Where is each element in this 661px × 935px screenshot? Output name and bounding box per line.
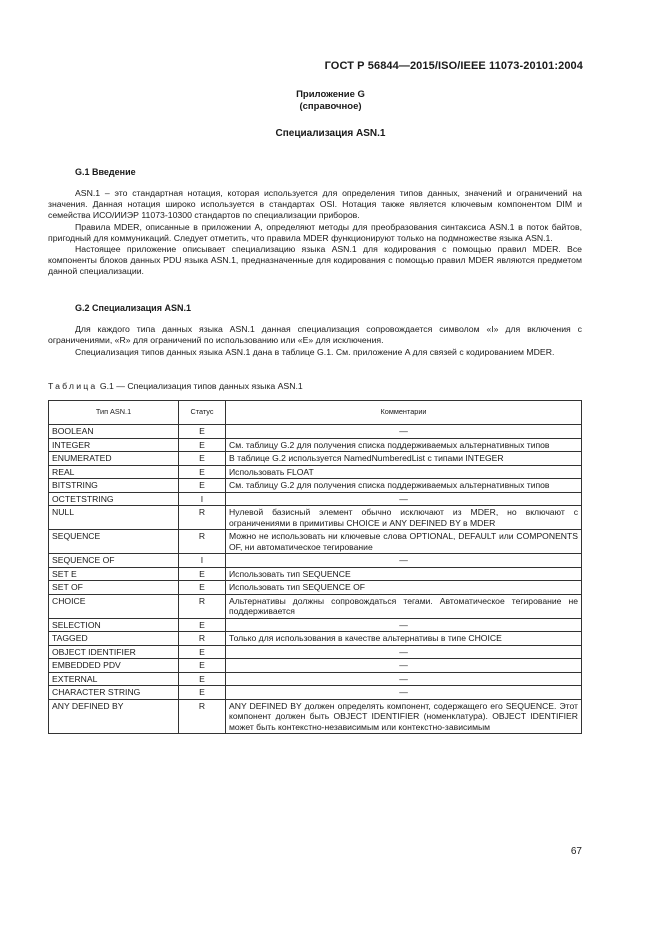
cell-type: SEQUENCE [49,530,179,554]
cell-status: E [179,425,226,439]
table-row [49,618,582,632]
table-row [49,530,582,554]
column-header-comments: Комментарии [226,401,582,425]
cell-comment: — [226,554,582,568]
section-introduction [48,167,582,278]
cell-status: E [179,686,226,700]
cell-type: INTEGER [49,438,179,452]
table-row [49,425,582,439]
cell-type: CHOICE [49,594,179,618]
table-body [49,425,582,734]
cell-comment: Использовать FLOAT [226,465,582,479]
page-number: 67 [570,846,582,857]
table-row [49,465,582,479]
table-row [49,492,582,506]
table-row [49,699,582,734]
cell-comment: ANY DEFINED BY должен определять компонент, содержащего его SEQUENCE. Этот компонент должен быть OBJECT IDENTIFIER (номенклатура). OBJECT IDENTIFIER может быть контекстно-независимым или контекстно-зависимым [226,699,582,734]
cell-type: SET E [49,567,179,581]
cell-type: NULL [49,506,179,530]
cell-comment: Нулевой базисный элемент обычно исключают из MDER, но включают с ограничениями в примитивы CHOICE и ANY DEFINED BY в MDER [226,506,582,530]
cell-comment: В таблице G.2 используется NamedNumberedList с типами INTEGER [226,452,582,466]
section-heading: G.2 Специализация ASN.1 [75,303,191,313]
cell-type: TAGGED [49,632,179,646]
cell-comment: Только для использования в качестве альтернативы в типе CHOICE [226,632,582,646]
cell-status: R [179,632,226,646]
cell-type: EXTERNAL [49,672,179,686]
cell-comment: См. таблицу G.2 для получения списка поддерживаемых альтернативных типов [226,438,582,452]
cell-comment: — [226,686,582,700]
table-row [49,554,582,568]
cell-status: E [179,618,226,632]
cell-type: EMBEDDED PDV [49,659,179,673]
cell-status: E [179,581,226,595]
table-row [49,686,582,700]
table-caption-text: G.1 — Специализация типов данных языка ASN.1 [99,381,303,391]
paragraph: Для каждого типа данных языка ASN.1 данная специализация сопровождается символом «I» для включения с ограничениями, «R» для ограничений по использованию или «E» для исключения. [48,323,582,345]
cell-type: SET OF [49,581,179,595]
cell-status: R [179,594,226,618]
cell-status: R [179,506,226,530]
table-row [49,659,582,673]
annex-title: Приложение G [296,89,365,100]
cell-comment: — [226,618,582,632]
cell-status: I [179,492,226,506]
column-header-status: Статус [179,401,226,425]
table-row [49,632,582,646]
cell-comment: Альтернативы должны сопровождаться тегами. Автоматическое тегирование не поддерживается [226,594,582,618]
table-row [49,594,582,618]
section-heading: G.1 Введение [75,167,136,177]
cell-comment: — [226,672,582,686]
annex-subtitle: (справочное) [299,101,362,112]
cell-comment: Использовать тип SEQUENCE [226,567,582,581]
cell-status: E [179,452,226,466]
table-row [49,581,582,595]
table-row [49,506,582,530]
table-header-row [49,401,582,425]
paragraph: ASN.1 – это стандартная нотация, которая используется для определения типов данных, значений и ограничений на значения. Данная нотация широко используется в стандартах OSI. Нотация также является ключевым компонентом DIM и семейства ИСО/ИИЭР 11073-10300 стандартов по специализации приборов. [48,187,582,220]
table-row [49,452,582,466]
cell-type: ANY DEFINED BY [49,699,179,734]
cell-type: BOOLEAN [49,425,179,439]
cell-comment: Можно не использовать ни ключевые слова OPTIONAL, DEFAULT или COMPONENTS OF, ни автоматическое тегирование [226,530,582,554]
paragraph: Настоящее приложение описывает специализацию языка ASN.1 для кодирования с помощью правил MDER. Все компоненты блоков данных PDU языка ASN.1, предназначенные для кодирования с помощью правил MDER являются предметом данной специализации. [48,244,582,277]
table-row [49,479,582,493]
table-caption-label: Таблица [48,381,98,391]
cell-comment: Использовать тип SEQUENCE OF [226,581,582,595]
cell-type: SEQUENCE OF [49,554,179,568]
table-caption [48,381,303,391]
specialization-table [48,400,582,734]
paragraph: Правила MDER, описанные в приложении A, определяют методы для преобразования синтаксиса ASN.1 в поток байтов, пригодный для коммуникаций. Следует отметить, что правила MDER функционируют только на подмножестве языка ASN.1. [48,221,582,243]
table-row [49,645,582,659]
cell-status: E [179,438,226,452]
cell-status: E [179,479,226,493]
cell-comment: — [226,425,582,439]
cell-type: REAL [49,465,179,479]
cell-status: E [179,465,226,479]
cell-type: SELECTION [49,618,179,632]
section-specialization [48,303,582,359]
cell-type: BITSTRING [49,479,179,493]
cell-comment: — [226,659,582,673]
cell-type: CHARACTER STRING [49,686,179,700]
table-row [49,438,582,452]
cell-status: I [179,554,226,568]
table-row [49,672,582,686]
cell-status: E [179,672,226,686]
cell-status: R [179,699,226,734]
cell-comment: — [226,645,582,659]
cell-type: OCTETSTRING [49,492,179,506]
cell-type: ENUMERATED [49,452,179,466]
table-row [49,567,582,581]
cell-status: E [179,645,226,659]
paragraph: Специализация типов данных языка ASN.1 дана в таблице G.1. См. приложение A для связей с кодированием MDER. [75,346,555,357]
cell-comment: См. таблицу G.2 для получения списка поддерживаемых альтернативных типов [226,479,582,493]
document-code: ГОСТ Р 56844—2015/ISO/IEEE 11073-20101:2004 [324,60,583,72]
cell-type: OBJECT IDENTIFIER [49,645,179,659]
annex-name: Специализация ASN.1 [275,128,386,139]
cell-status: R [179,530,226,554]
cell-comment: — [226,492,582,506]
annex-heading [0,89,661,113]
cell-status: E [179,567,226,581]
cell-status: E [179,659,226,673]
column-header-type: Тип ASN.1 [49,401,179,425]
